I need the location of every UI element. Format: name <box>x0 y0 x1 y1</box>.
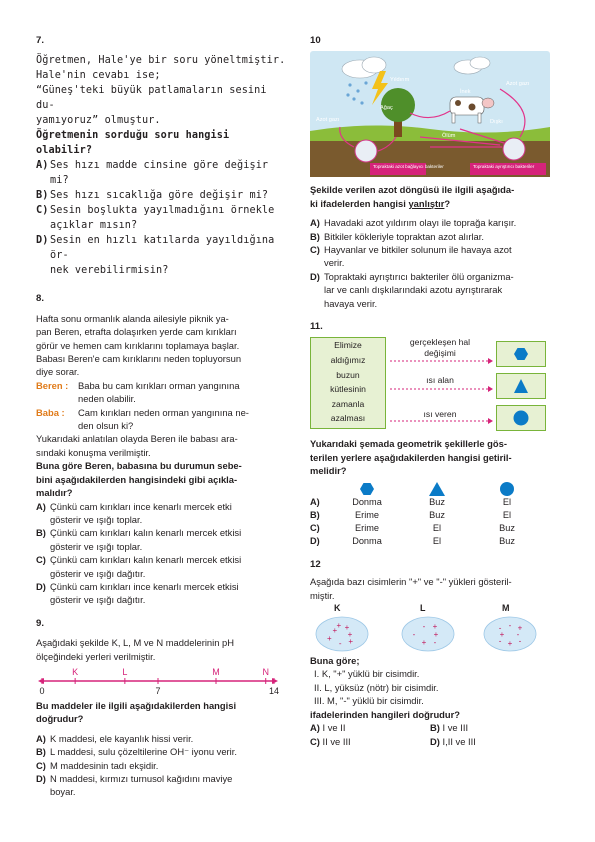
question-context: Yukarıdaki anlatılan olayda Beren ile babası ara- sındaki konuşma verilmiştir. <box>36 433 238 458</box>
svg-text:Ölüm: Ölüm <box>442 133 456 140</box>
charge-sign: - <box>338 638 342 648</box>
charged-object <box>316 617 368 651</box>
charge-sign: + <box>327 633 332 643</box>
point-label: L <box>122 666 128 677</box>
statement-1: I. K, "+" yüklü bir cisimdir. <box>314 668 420 680</box>
diagram-source-box: Elimize aldığımız buzun kütlesinin zamanla azalması <box>310 337 386 429</box>
charged-object <box>402 617 454 651</box>
question-prompt: Bu maddeler ile ilgili aşağıdakilerden hangisi doğrudur? <box>36 699 237 725</box>
charge-sign: + <box>432 622 438 632</box>
right-column <box>310 34 558 749</box>
hexagon-icon <box>514 348 528 360</box>
question-prompt: ifadelerinden hangileri doğrudur? <box>310 708 461 720</box>
question-number: 10 <box>310 35 321 46</box>
option-a[interactable]: A) Ses hızı madde cinsine göre değişir mi? <box>36 160 269 187</box>
charge-sign: - <box>422 622 426 632</box>
option-c[interactable]: C) M maddesinin tadı ekşidir. <box>36 759 159 771</box>
charge-sign: + <box>421 637 427 647</box>
question-intro: Hafta sonu ormanlık alanda ailesiyle piknik ya- pan Beren, etrafta dolaşırken yerde cam kırıkları görür ve hemen cam kırıklarını toplamaya başlar. Babası Beren'e cam kırıklarını neden topluyorsun diye sorar. <box>36 312 242 378</box>
charge-sign: + <box>348 636 354 646</box>
charge-sign: + <box>433 629 439 639</box>
question-number: 8. <box>36 293 45 305</box>
option-b[interactable]: B) I ve III <box>430 721 469 733</box>
tick-label: 7 <box>155 685 161 696</box>
nitrogen-cycle-figure <box>310 51 550 177</box>
question-prompt: Buna göre; <box>310 654 360 666</box>
svg-text:Ağaç: Ağaç <box>380 105 393 112</box>
option-a[interactable]: A) K maddesi, ele kayanlık hissi verir. <box>36 732 194 744</box>
question-10 <box>310 34 558 310</box>
question-intro: Aşağıdaki şekilde K, L, M ve N maddelerinin pH ölçeğindeki yerleri verilmiştir. <box>36 637 235 662</box>
option-b[interactable]: B) <box>310 509 320 520</box>
shape-box-hexagon <box>496 341 546 367</box>
question-number: 12 <box>310 558 321 570</box>
option-a[interactable]: A) I ve II <box>310 721 346 733</box>
charge-sign: - <box>498 623 502 633</box>
svg-text:Topraktaki azot bağlayıcı bakt: Topraktaki azot bağlayıcı bakteriler <box>373 164 444 170</box>
charge-sign: + <box>347 629 353 639</box>
point-label: N <box>262 666 269 677</box>
object-label: L <box>420 602 426 613</box>
question-number: 9. <box>36 617 45 629</box>
tick-label: 14 <box>268 685 280 696</box>
object-label: M <box>502 602 510 613</box>
option-b[interactable]: B) Bitkiler kökleriyle topraktan azot alırlar. <box>310 230 484 242</box>
charge-sign: - <box>433 637 437 647</box>
option-c[interactable]: C) Hayvanlar ve bitkiler solunum ile havaya azot verir. <box>310 244 512 269</box>
question-prompt: Şekilde verilen azot döngüsü ile ilgili aşağıda- ki ifadelerden hangisi yanlıştır? <box>310 184 515 209</box>
charge-sign: + <box>517 623 523 633</box>
option-b[interactable]: B) Ses hızı sıcaklığa göre değişir mi? <box>36 190 269 202</box>
svg-text:Azot gazı: Azot gazı <box>316 117 340 124</box>
branch-label: ısı veren <box>423 409 457 420</box>
tick-label: 0 <box>39 685 45 696</box>
arrow-left-icon <box>38 678 44 684</box>
circle-icon <box>500 482 514 496</box>
triangle-icon <box>514 379 528 393</box>
answer-options <box>310 721 558 749</box>
option-d[interactable]: D) Topraktaki ayrıştırıcı bakteriler ölü organizma- lar ve canlı dışkılarındaki azotu ayrıştırarak havaya verir. <box>310 270 514 309</box>
option-d[interactable]: D) Çünkü cam kırıkları ince kenarlı mercek etkisi gösterir ve ışığı dağıtır. <box>36 580 239 606</box>
branch-label: gerçekleşen hal değişimi <box>409 337 471 359</box>
question-prompt: Buna göre Beren, babasına bu durumun sebe- bini aşağıdakilerden hangisindeki gibi açıkla- malıdır? <box>36 460 242 499</box>
option-a[interactable]: A) Çünkü cam kırıkları ince kenarlı mercek etki gösterir ve ışığı toplar. <box>36 500 232 525</box>
dialog-beren: Beren : Baba bu cam kırıkları orman yangınına neden olabilir. <box>36 379 240 405</box>
dialog-baba: Baba : Cam kırıkları neden orman yangınına ne- den olsun ki? <box>36 406 249 432</box>
left-column <box>36 34 288 799</box>
question-stem: Öğretmen, Hale'ye bir soru yöneltmiştir. Hale'nin cevabı ise; “Güneş'teki büyük patlamaların sesini du- yamıyoruz” olmuştur. Öğretmenin sorduğu soru hangisi olabilir? A) Ses hızı madde cinsine göre değişir mi? B) Ses hızı sıcaklığa göre değişir mi? C) Sesin boşlukta yayılmadığını örnekle açıklar mısın? D) Sesin en hızlı katılarda yayıldığına ör- nek verebilirmisin? <box>36 53 288 278</box>
hexagon-icon <box>360 483 374 495</box>
question-prompt: Yukarıdaki şemada geometrik şekillerle gös- terilen yerlere aşağıdakilerden hangisi getiril- melidir? <box>310 438 512 477</box>
option-c[interactable]: C) <box>310 522 320 533</box>
charge-sign: + <box>507 638 513 648</box>
option-b[interactable]: B) Çünkü cam kırıkları kalın kenarlı mercek etkisi gösterir ve ışığı toplar. <box>36 527 242 552</box>
option-a[interactable]: A) <box>310 496 320 507</box>
charge-sign: + <box>332 626 338 636</box>
triangle-icon <box>429 482 445 496</box>
charge-sign: - <box>518 636 522 646</box>
svg-text:Dışkı: Dışkı <box>490 119 503 126</box>
circle-icon <box>514 411 529 426</box>
shape-box-triangle <box>496 373 546 399</box>
option-d[interactable]: D) Sesin en hızlı katılarda yayıldığına ör- nek verebilirmisin? <box>36 235 275 277</box>
option-c[interactable]: C) II ve III <box>310 735 351 747</box>
point-label: M <box>212 666 220 677</box>
question-8 <box>36 292 288 606</box>
charge-sign: + <box>499 629 505 639</box>
question-9 <box>36 617 288 799</box>
option-d[interactable]: D) I,II ve III <box>430 735 476 747</box>
svg-text:İnek: İnek <box>460 89 471 96</box>
option-d[interactable]: D) N maddesi, kırmızı turnusol kağıdını maviye boyar. <box>36 773 233 798</box>
ph-scale <box>36 663 286 699</box>
bacteria-icon <box>503 138 525 160</box>
charge-sign: + <box>344 622 350 632</box>
option-b[interactable]: B) L maddesi, sulu çözeltilerine OH⁻ iyonu verir. <box>36 746 237 758</box>
charge-sign: - <box>516 629 520 639</box>
statement-3: III. M, "-" yüklü bir cisimdir. <box>314 695 424 707</box>
option-d[interactable]: D) <box>310 535 320 546</box>
statement-2: II. L, yüksüz (nötr) bir cisimdir. <box>314 681 439 693</box>
question-12 <box>310 558 558 749</box>
svg-text:Yıldırım: Yıldırım <box>390 77 410 84</box>
branch-label: ısı alan <box>426 375 454 386</box>
option-c[interactable]: C) Sesin boşlukta yayılmadığını örnekle açıklar mısın? <box>36 205 275 232</box>
question-prompt: Öğretmenin sorduğu soru hangisi olabilir? <box>36 130 230 157</box>
state-change-diagram <box>310 337 558 431</box>
question-7 <box>36 34 288 278</box>
question-intro: Aşağıda bazı cisimlerin "+" ve "-" yükleri gösteril- miştir. <box>310 576 512 601</box>
question-number: 7. <box>36 35 45 46</box>
bacteria-icon <box>355 140 377 162</box>
arrow-right-icon <box>272 678 278 684</box>
question-11 <box>310 320 558 548</box>
object-label: K <box>334 602 341 613</box>
charge-sign: + <box>336 621 342 631</box>
charged-objects-figure <box>310 602 558 654</box>
option-c[interactable]: C) Çünkü cam kırıkları kalın kenarlı mercek etkisi gösterir ve ışığı dağıtır. <box>36 554 242 579</box>
answer-table: A) Donma Buz El B) Erime Buz El C) Erime El Buz D) Donma El Buz <box>310 482 558 548</box>
option-a[interactable]: A) Havadaki azot yıldırım olayı ile toprağa karışır. <box>310 217 517 229</box>
charge-sign: - <box>498 636 502 646</box>
question-number: 11. <box>310 321 323 333</box>
svg-text:Topraktaki ayrıştırıcı bakteri: Topraktaki ayrıştırıcı bakteriler <box>473 164 535 170</box>
charge-sign: - <box>508 620 512 630</box>
svg-text:Azot gazı: Azot gazı <box>506 81 530 88</box>
charge-sign: - <box>412 629 416 639</box>
point-label: K <box>72 666 79 677</box>
shape-box-circle <box>496 405 546 431</box>
